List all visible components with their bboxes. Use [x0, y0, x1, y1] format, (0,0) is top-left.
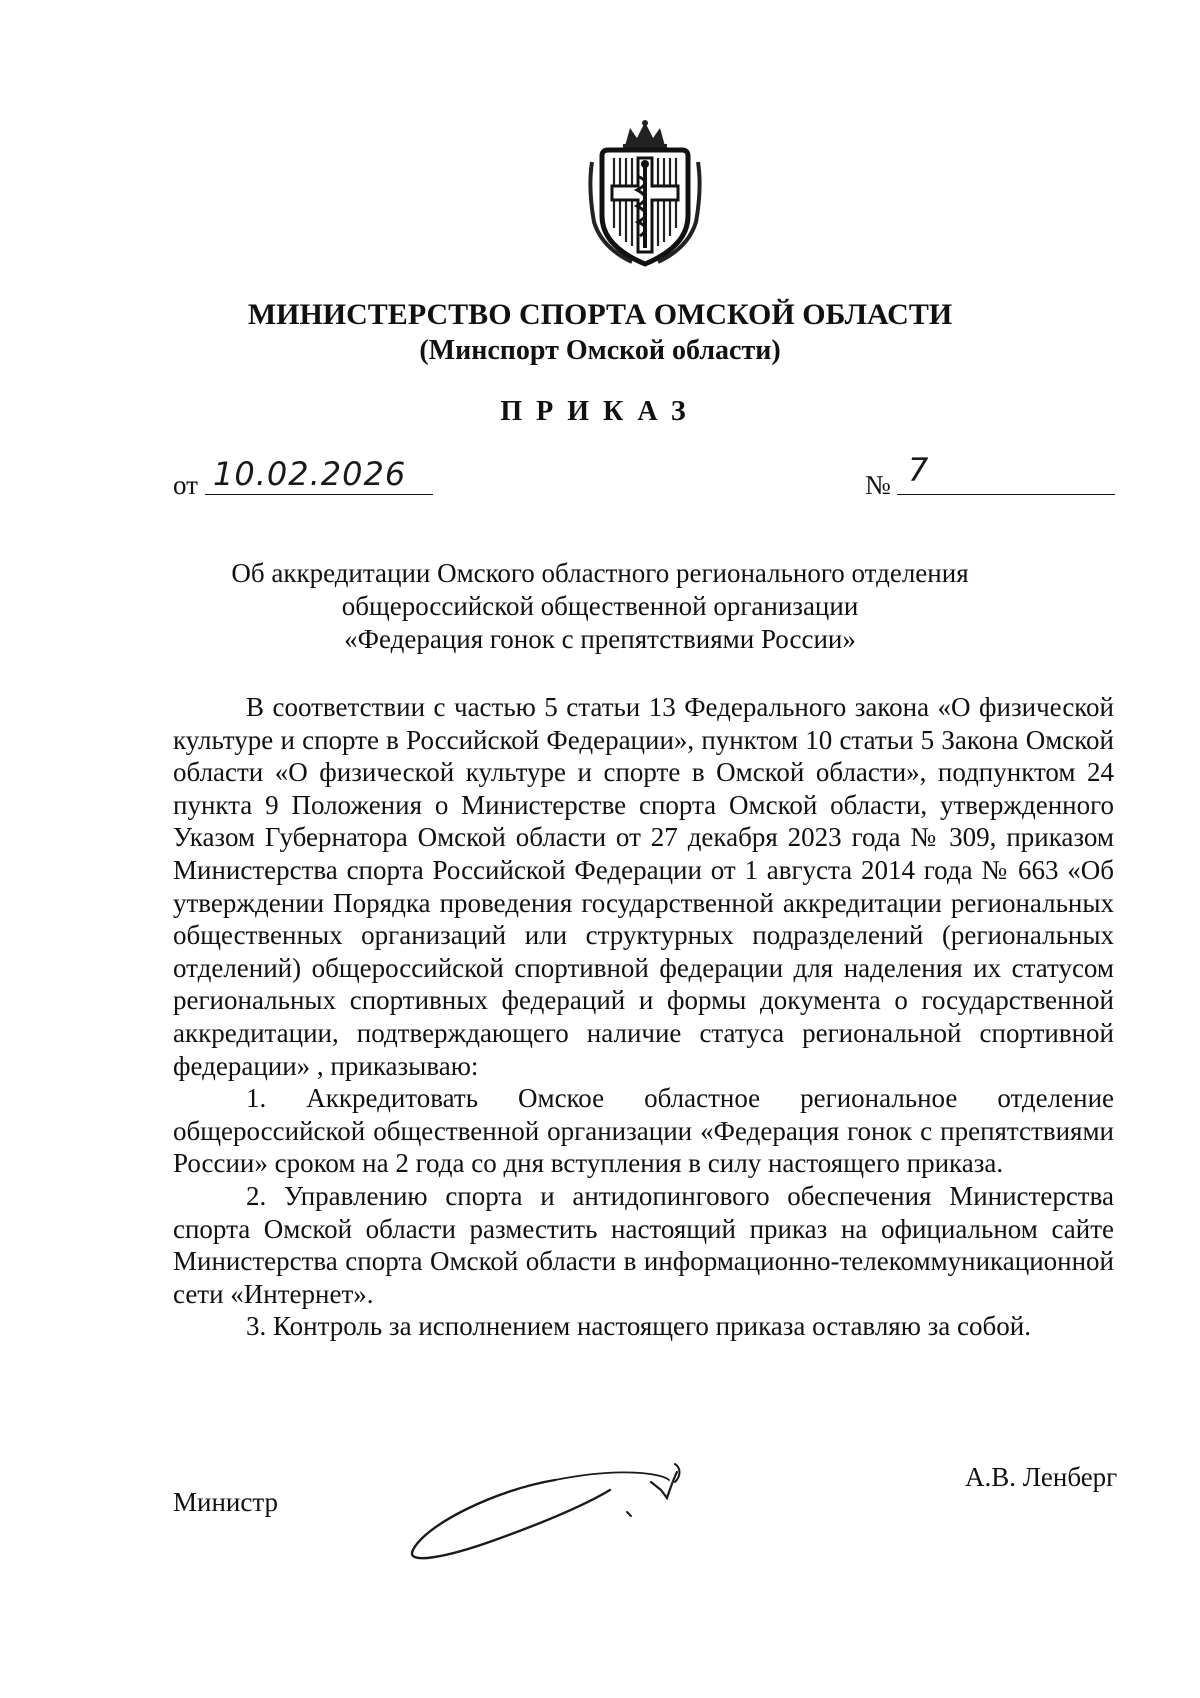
number-underline — [897, 494, 1115, 495]
handwritten-signature — [405, 1450, 720, 1565]
order-title-line: Об аккредитации Омского областного регионального отделения — [231, 558, 969, 588]
date-label: от — [173, 470, 198, 500]
order-body — [173, 691, 1114, 1343]
body-paragraph-item-3: 3. Контроль за исполнением настоящего приказа оставляю за собой. — [246, 1311, 1031, 1342]
signatory-name: А.В. Ленберг — [965, 1462, 1118, 1492]
ministry-short-name: (Минспорт Омской области) — [419, 335, 781, 366]
date-value: 10.02.2026 — [213, 455, 407, 493]
order-title-line: общероссийской общественной организации — [341, 591, 859, 621]
document-type: ПРИКАЗ — [500, 396, 700, 427]
signatory-position: Министр — [173, 1487, 278, 1517]
body-paragraph-item-2: 2. Управлению спорта и антидопингового обеспечения Министерства спорта Омской области разместить настоящий приказ на официальном сайте Министерства спорта Омской области в информационно-телекоммуникационной сети «Интернет». — [173, 1180, 1114, 1309]
order-title — [150, 557, 1050, 656]
ministry-name: МИНИСТЕРСТВО СПОРТА ОМСКОЙ ОБЛАСТИ — [247, 298, 953, 331]
omsk-coat-of-arms-icon — [582, 118, 708, 268]
body-paragraph-preamble: В соответствии с частью 5 статьи 13 Федерального закона «О физической культуре и спорте в Российской Федерации», пунктом 10 статьи 5 Закона Омской области «О физической культуре и спорте в Омской области», подпунктом 24 пункта 9 Положения о Министерстве спорта Омской области, утвержденного Указом Губернатора Омской области от 27 декабря 2023 года № 309, приказом Министерства спорта Российской Федерации от 1 августа 2014 года № 663 «Об утверждении Порядка проведения государственной аккредитации региональных общественных организаций или структурных подразделений (региональных отделений) общероссийской спортивной федерации для наделения их статусом региональных спортивных федераций и формы документа о государственной аккредитации, подтверждающего наличие статуса региональной спортивной федерации» , приказываю: — [173, 692, 1114, 1081]
order-title-line: «Федерация гонок с препятствиями России» — [344, 624, 856, 654]
number-label: № — [865, 470, 891, 500]
date-underline — [205, 494, 433, 495]
number-value: 7 — [908, 451, 929, 489]
body-paragraph-item-1: 1. Аккредитовать Омское областное региональное отделение общероссийской общественной организации «Федерация гонок с препятствиями России» сроком на 2 года со дня вступления в силу настоящего приказа. — [173, 1083, 1114, 1179]
